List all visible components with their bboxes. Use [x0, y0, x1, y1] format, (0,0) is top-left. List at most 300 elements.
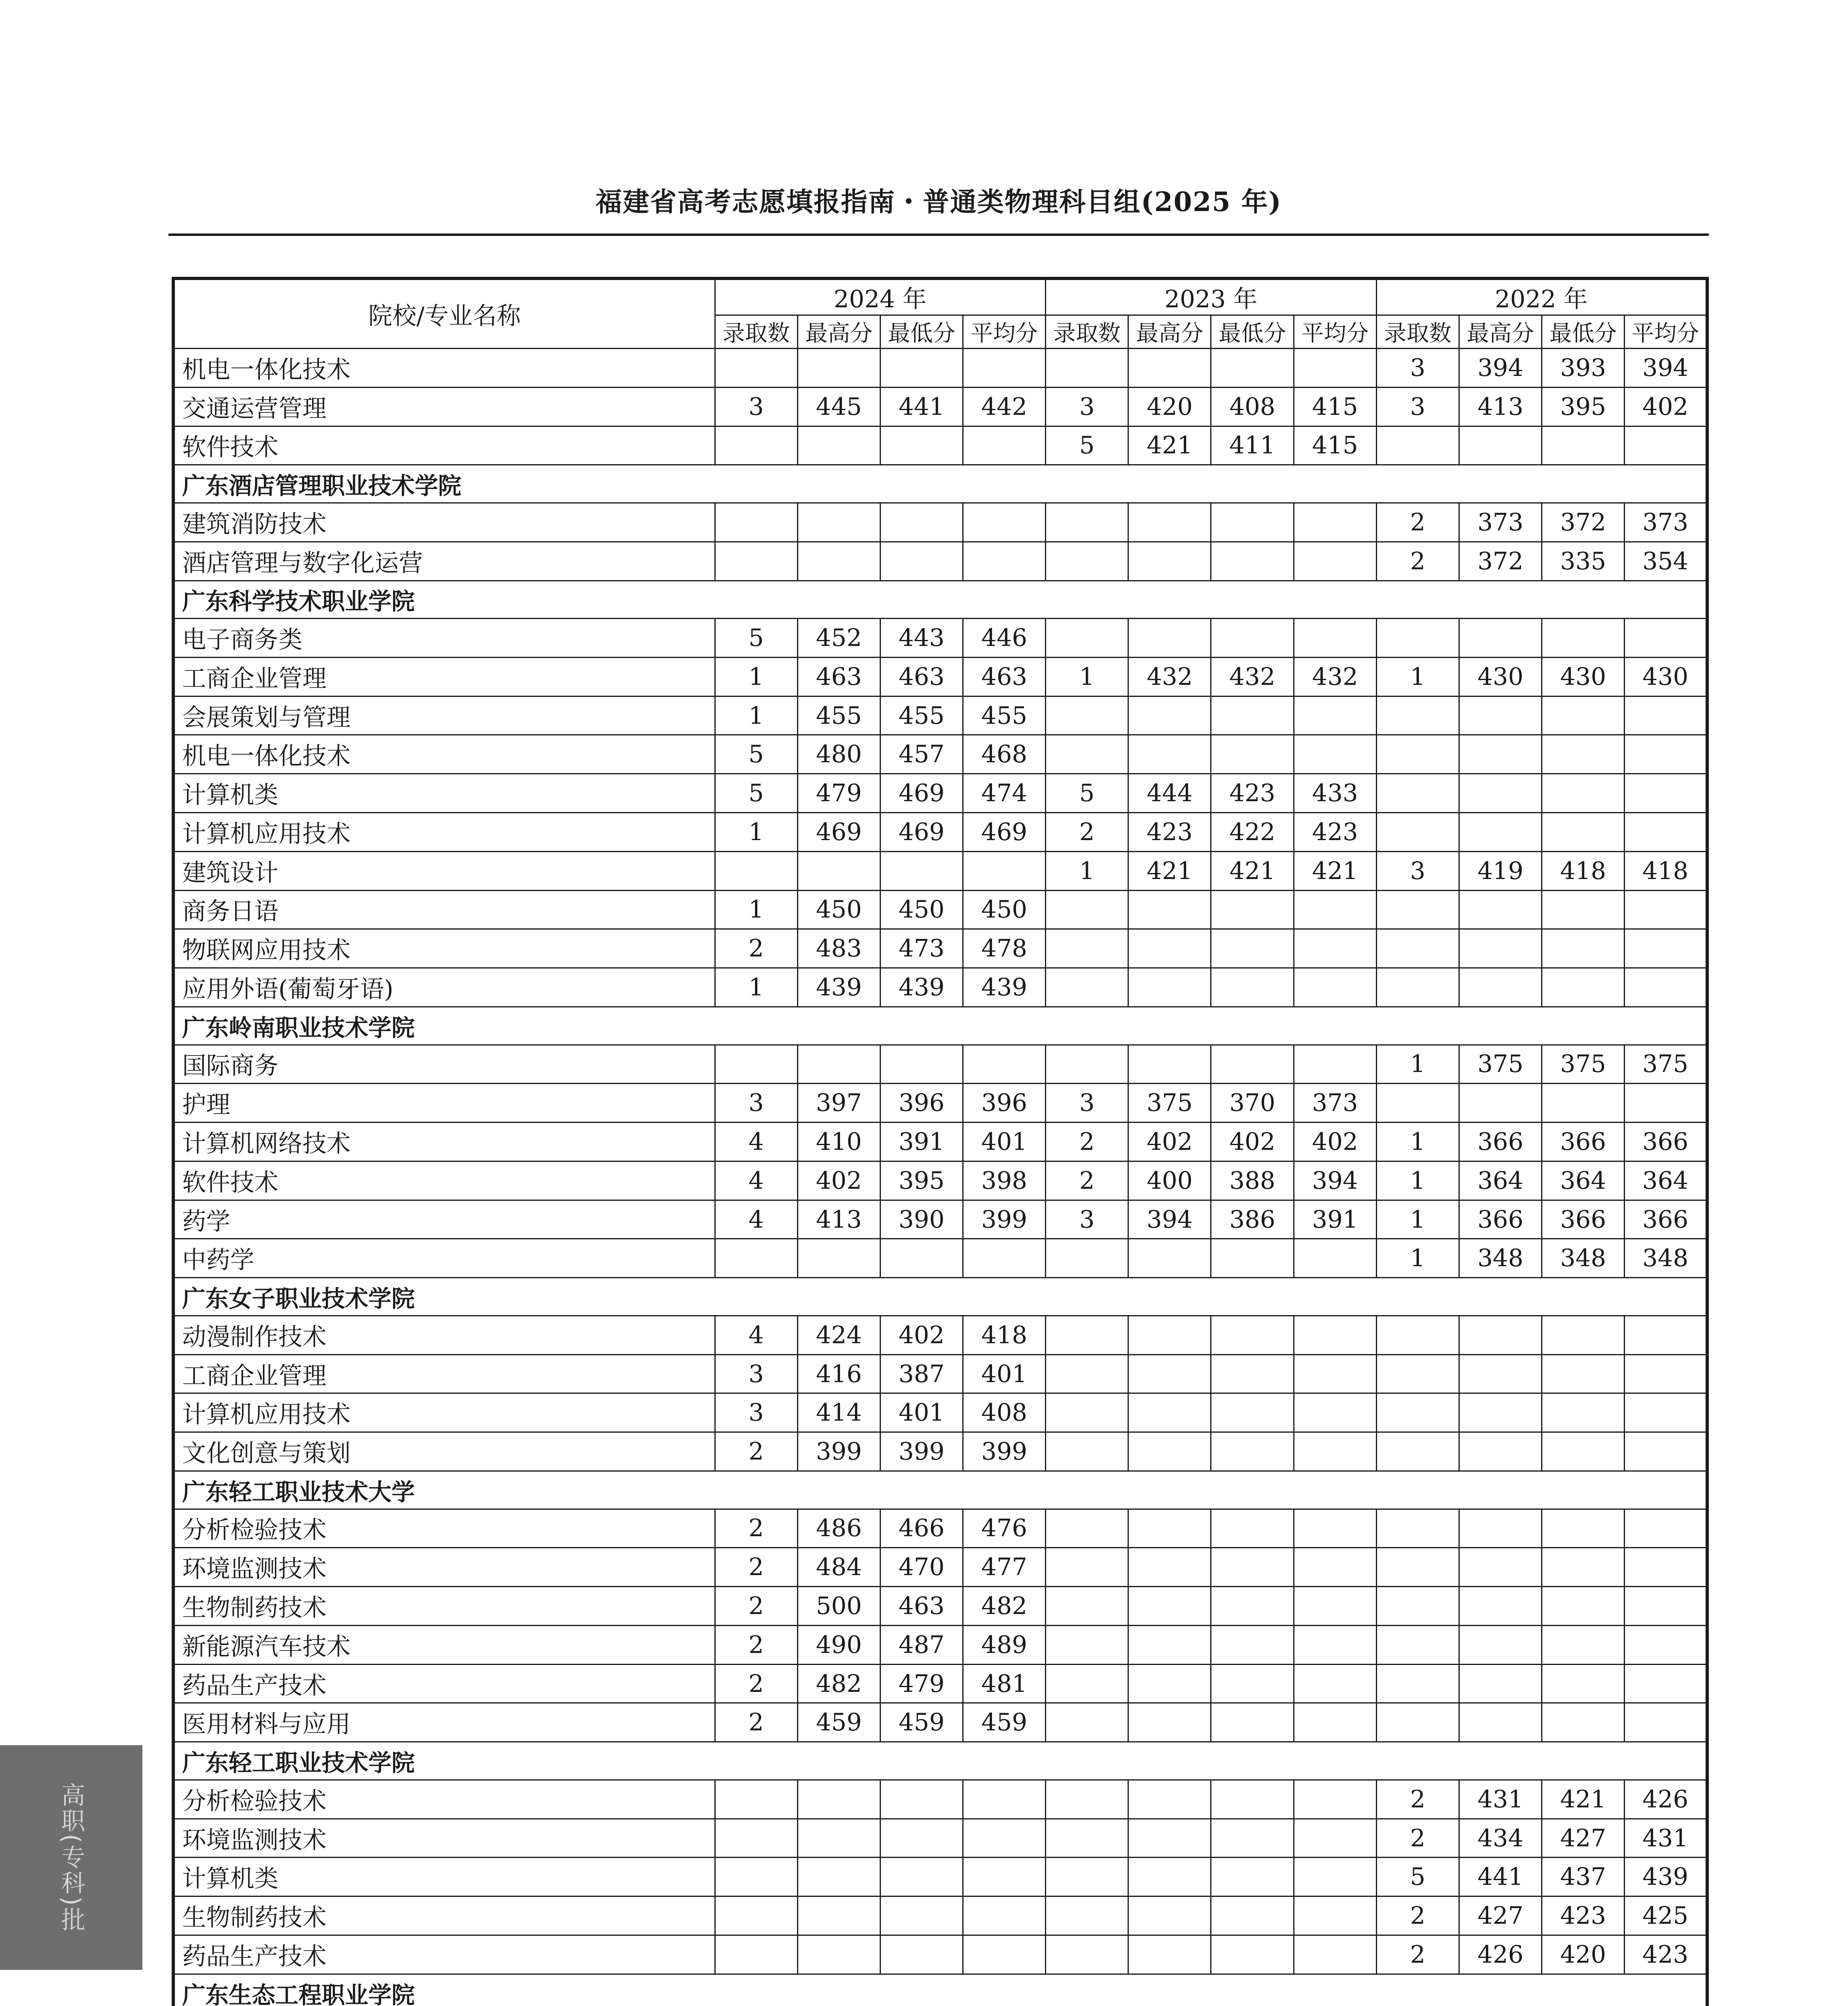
table-cell: [797, 1045, 880, 1084]
table-cell: [1294, 542, 1376, 581]
table-cell: 408: [1211, 387, 1294, 426]
table-cell: 402: [1211, 1123, 1294, 1161]
table-cell: 5: [1376, 1858, 1459, 1896]
table-cell: [1542, 813, 1625, 852]
table-cell: [880, 349, 963, 388]
table-cell: [963, 1896, 1045, 1935]
table-cell: [1211, 1548, 1294, 1587]
major-name: 环境监测技术: [173, 1548, 715, 1587]
table-row: [173, 542, 1707, 581]
table-cell: [1459, 1548, 1542, 1587]
table-cell: [1046, 1045, 1128, 1084]
table-cell: 414: [797, 1393, 880, 1432]
table-cell: [715, 1780, 797, 1819]
table-cell: [1046, 1664, 1128, 1703]
table-cell: [1459, 1625, 1542, 1664]
table-cell: 5: [715, 735, 797, 774]
major-name: 计算机应用技术: [173, 813, 715, 852]
table-cell: 3: [1046, 1084, 1128, 1123]
table-cell: [1542, 1509, 1625, 1548]
table-row: [173, 968, 1707, 1007]
table-cell: 394: [1625, 349, 1707, 388]
table-row: [173, 1858, 1707, 1896]
table-cell: [1128, 1354, 1211, 1393]
table-cell: [1625, 1548, 1707, 1587]
table-cell: [1046, 1819, 1128, 1858]
table-cell: [1542, 929, 1625, 968]
table-cell: 373: [1625, 503, 1707, 542]
table-cell: [1211, 349, 1294, 388]
table-cell: 416: [797, 1354, 880, 1393]
table-row: [173, 619, 1707, 658]
table-cell: [1046, 968, 1128, 1007]
table-cell: [1625, 1587, 1707, 1626]
table-cell: [1459, 929, 1542, 968]
table-cell: 395: [880, 1161, 963, 1200]
table-cell: [963, 503, 1045, 542]
table-cell: [1211, 1045, 1294, 1084]
table-cell: [1294, 1239, 1376, 1278]
table-cell: 432: [1128, 657, 1211, 696]
table-cell: 354: [1625, 542, 1707, 581]
table-cell: [715, 1239, 797, 1278]
table-cell: 402: [1294, 1123, 1376, 1161]
table-cell: [1459, 968, 1542, 1007]
major-name: 交通运营管理: [173, 387, 715, 426]
table-row: [173, 657, 1707, 696]
table-cell: [797, 851, 880, 890]
table-cell: [880, 1896, 963, 1935]
table-cell: [1459, 1316, 1542, 1354]
table-cell: 446: [963, 619, 1045, 658]
major-name: 会展策划与管理: [173, 696, 715, 735]
table-row: [173, 1664, 1707, 1703]
table-cell: [1294, 1625, 1376, 1664]
table-cell: [1625, 696, 1707, 735]
table-cell: [1542, 1432, 1625, 1471]
table-cell: 396: [963, 1084, 1045, 1123]
table-cell: [1542, 1548, 1625, 1587]
table-cell: [797, 1858, 880, 1896]
table-cell: [797, 349, 880, 388]
table-cell: 434: [1459, 1819, 1542, 1858]
school-name: 广东生态工程职业学院: [173, 1974, 1707, 2006]
table-cell: 348: [1459, 1239, 1542, 1278]
metric-header: 最低分: [1211, 315, 1294, 349]
table-cell: 375: [1625, 1045, 1707, 1084]
table-cell: [715, 851, 797, 890]
table-cell: [1625, 1393, 1707, 1432]
table-cell: [1046, 696, 1128, 735]
metric-header: 平均分: [1294, 315, 1376, 349]
table-cell: [1294, 349, 1376, 388]
table-cell: 427: [1459, 1896, 1542, 1935]
table-cell: [1211, 1354, 1294, 1393]
table-cell: [963, 851, 1045, 890]
table-cell: [1376, 929, 1459, 968]
table-row: [173, 1509, 1707, 1548]
table-cell: [1625, 426, 1707, 465]
table-row: [173, 735, 1707, 774]
table-row: [173, 1935, 1707, 1974]
major-name: 药品生产技术: [173, 1935, 715, 1974]
table-cell: [963, 426, 1045, 465]
table-cell: 450: [880, 890, 963, 929]
major-name: 工商企业管理: [173, 657, 715, 696]
page-title: 福建省高考志愿填报指南・普通类物理科目组(2025 年): [595, 186, 1282, 217]
year-header-2023: 2023 年: [1046, 278, 1377, 315]
table-cell: [1211, 1664, 1294, 1703]
table-cell: [1459, 890, 1542, 929]
table-cell: [797, 1780, 880, 1819]
table-cell: [715, 1858, 797, 1896]
table-cell: 387: [880, 1354, 963, 1393]
major-name: 商务日语: [173, 890, 715, 929]
table-cell: [1046, 542, 1128, 581]
table-cell: [1046, 1935, 1128, 1974]
table-cell: [1128, 349, 1211, 388]
table-cell: [715, 1935, 797, 1974]
major-name: 计算机应用技术: [173, 1393, 715, 1432]
name-column-header: 院校/专业名称: [173, 278, 715, 349]
table-cell: 2: [715, 1548, 797, 1587]
table-row: [173, 1316, 1707, 1354]
table-row: [173, 1239, 1707, 1278]
table-cell: 375: [1459, 1045, 1542, 1084]
major-name: 新能源汽车技术: [173, 1625, 715, 1664]
table-cell: [715, 426, 797, 465]
table-cell: [1542, 1393, 1625, 1432]
table-row: [173, 851, 1707, 890]
table-cell: [1128, 929, 1211, 968]
table-row: [173, 696, 1707, 735]
major-name: 计算机网络技术: [173, 1123, 715, 1161]
table-cell: [1211, 1858, 1294, 1896]
table-cell: [1376, 1393, 1459, 1432]
table-cell: [1211, 1316, 1294, 1354]
table-cell: [1376, 1548, 1459, 1587]
table-cell: 430: [1542, 657, 1625, 696]
table-cell: 420: [1542, 1935, 1625, 1974]
table-cell: 348: [1542, 1239, 1625, 1278]
table-cell: [1294, 1858, 1376, 1896]
table-cell: 366: [1459, 1123, 1542, 1161]
major-name: 生物制药技术: [173, 1587, 715, 1626]
table-cell: [1459, 1664, 1542, 1703]
table-cell: 411: [1211, 426, 1294, 465]
table-cell: 402: [880, 1316, 963, 1354]
table-cell: [1294, 1509, 1376, 1548]
table-cell: [1128, 1393, 1211, 1432]
table-cell: [1625, 619, 1707, 658]
school-header-row: [173, 1007, 1707, 1045]
table-cell: 2: [715, 1587, 797, 1626]
major-name: 药学: [173, 1200, 715, 1239]
table-cell: 450: [963, 890, 1045, 929]
side-tab-label: 高职(专科)批: [57, 1782, 85, 1933]
table-cell: [1128, 890, 1211, 929]
table-cell: [1046, 735, 1128, 774]
table-cell: [1625, 929, 1707, 968]
table-cell: 366: [1459, 1200, 1542, 1239]
major-name: 软件技术: [173, 1161, 715, 1200]
table-cell: 402: [1625, 387, 1707, 426]
table-cell: 348: [1625, 1239, 1707, 1278]
table-cell: 457: [880, 735, 963, 774]
metric-header: 最低分: [880, 315, 963, 349]
table-cell: 2: [1376, 542, 1459, 581]
table-cell: [1046, 1548, 1128, 1587]
table-cell: [1211, 1239, 1294, 1278]
table-cell: 482: [963, 1587, 1045, 1626]
table-cell: [1625, 890, 1707, 929]
table-cell: 373: [1294, 1084, 1376, 1123]
table-cell: 2: [715, 1509, 797, 1548]
table-cell: [1128, 1509, 1211, 1548]
table-cell: 2: [1046, 1123, 1128, 1161]
table-cell: 1: [715, 813, 797, 852]
table-cell: [880, 1858, 963, 1896]
table-cell: [1128, 1858, 1211, 1896]
school-name: 广东酒店管理职业技术学院: [173, 465, 1707, 503]
table-row: [173, 1084, 1707, 1123]
table-cell: 335: [1542, 542, 1625, 581]
admission-table-container: [172, 277, 1709, 2006]
table-cell: 401: [963, 1123, 1045, 1161]
table-cell: [1128, 1896, 1211, 1935]
table-cell: [1128, 735, 1211, 774]
table-cell: 418: [1542, 851, 1625, 890]
table-cell: [1294, 1393, 1376, 1432]
table-cell: 450: [797, 890, 880, 929]
table-cell: 4: [715, 1123, 797, 1161]
major-name: 软件技术: [173, 426, 715, 465]
table-cell: 431: [1625, 1819, 1707, 1858]
table-row: [173, 1548, 1707, 1587]
table-cell: 3: [1046, 387, 1128, 426]
table-cell: [1128, 1587, 1211, 1626]
table-row: [173, 1045, 1707, 1084]
table-cell: 391: [880, 1123, 963, 1161]
major-name: 工商企业管理: [173, 1354, 715, 1393]
table-cell: [880, 1045, 963, 1084]
table-cell: 1: [715, 657, 797, 696]
major-name: 药品生产技术: [173, 1664, 715, 1703]
table-cell: 388: [1211, 1161, 1294, 1200]
table-cell: [1459, 1354, 1542, 1393]
metric-header: 最低分: [1542, 315, 1625, 349]
table-cell: 421: [1211, 851, 1294, 890]
admission-scores-table: [172, 277, 1709, 2006]
table-cell: [1625, 813, 1707, 852]
table-cell: [1211, 1935, 1294, 1974]
table-cell: 469: [963, 813, 1045, 852]
table-cell: [1211, 542, 1294, 581]
table-cell: [1211, 929, 1294, 968]
table-cell: [880, 1239, 963, 1278]
table-cell: [797, 1896, 880, 1935]
table-row: [173, 813, 1707, 852]
table-cell: [1294, 696, 1376, 735]
table-cell: 366: [1542, 1200, 1625, 1239]
table-cell: [1542, 1664, 1625, 1703]
school-name: 广东岭南职业技术学院: [173, 1007, 1707, 1045]
table-row: [173, 774, 1707, 813]
table-cell: [1459, 696, 1542, 735]
table-cell: 423: [1542, 1896, 1625, 1935]
table-cell: 395: [1542, 387, 1625, 426]
section-side-tab: [0, 1745, 142, 1970]
table-cell: 463: [880, 1587, 963, 1626]
table-cell: 439: [963, 968, 1045, 1007]
table-cell: 1: [1046, 851, 1128, 890]
table-cell: [1046, 1316, 1128, 1354]
table-cell: 1: [1376, 1239, 1459, 1278]
table-cell: 413: [797, 1200, 880, 1239]
table-cell: 3: [1376, 349, 1459, 388]
major-name: 应用外语(葡萄牙语): [173, 968, 715, 1007]
table-cell: [1542, 1587, 1625, 1626]
table-cell: 366: [1625, 1200, 1707, 1239]
table-cell: [1376, 968, 1459, 1007]
table-cell: [1542, 774, 1625, 813]
table-cell: 1: [1046, 657, 1128, 696]
major-name: 国际商务: [173, 1045, 715, 1084]
table-cell: 2: [715, 1703, 797, 1742]
table-row: [173, 387, 1707, 426]
table-cell: [1542, 1354, 1625, 1393]
table-cell: 423: [1294, 813, 1376, 852]
table-cell: 1: [1376, 657, 1459, 696]
table-cell: [1376, 1664, 1459, 1703]
table-cell: [1046, 1587, 1128, 1626]
major-name: 建筑设计: [173, 851, 715, 890]
table-cell: [715, 503, 797, 542]
table-cell: 443: [880, 619, 963, 658]
table-cell: [1376, 696, 1459, 735]
table-cell: 394: [1459, 349, 1542, 388]
table-cell: [1211, 1587, 1294, 1626]
table-cell: [1376, 735, 1459, 774]
table-cell: 423: [1211, 774, 1294, 813]
metric-header: 最高分: [1459, 315, 1542, 349]
table-row: [173, 426, 1707, 465]
table-cell: [1542, 1625, 1625, 1664]
table-row: [173, 1432, 1707, 1471]
header-rule: [168, 233, 1709, 236]
table-cell: [1211, 503, 1294, 542]
table-cell: 452: [797, 619, 880, 658]
table-cell: [1459, 1393, 1542, 1432]
table-cell: [1459, 1587, 1542, 1626]
table-cell: [1294, 1664, 1376, 1703]
table-cell: 430: [1459, 657, 1542, 696]
table-cell: [1211, 1703, 1294, 1742]
table-cell: [1294, 1354, 1376, 1393]
table-cell: 3: [715, 387, 797, 426]
table-cell: 391: [1294, 1200, 1376, 1239]
table-cell: 364: [1459, 1161, 1542, 1200]
table-cell: [1046, 1625, 1128, 1664]
table-cell: 459: [880, 1703, 963, 1742]
table-cell: 419: [1459, 851, 1542, 890]
table-cell: [1542, 968, 1625, 1007]
table-cell: 439: [797, 968, 880, 1007]
table-cell: [1128, 1045, 1211, 1084]
table-cell: [963, 1045, 1045, 1084]
table-cell: 479: [797, 774, 880, 813]
table-cell: 2: [715, 1625, 797, 1664]
table-cell: [1211, 696, 1294, 735]
table-cell: [1459, 813, 1542, 852]
table-cell: 1: [715, 696, 797, 735]
table-cell: 4: [715, 1316, 797, 1354]
table-cell: [1046, 1432, 1128, 1471]
table-cell: [1294, 968, 1376, 1007]
table-row: [173, 1200, 1707, 1239]
table-cell: [1211, 1896, 1294, 1935]
metric-header: 录取数: [1376, 315, 1459, 349]
table-cell: 2: [1376, 1819, 1459, 1858]
table-cell: 398: [963, 1161, 1045, 1200]
table-cell: 469: [880, 813, 963, 852]
table-cell: 470: [880, 1548, 963, 1587]
table-cell: 1: [1376, 1200, 1459, 1239]
table-cell: 441: [1459, 1858, 1542, 1896]
table-cell: 478: [963, 929, 1045, 968]
table-cell: 366: [1625, 1123, 1707, 1161]
table-cell: [1046, 929, 1128, 968]
table-cell: 2: [1376, 1935, 1459, 1974]
table-cell: 396: [880, 1084, 963, 1123]
table-cell: 442: [963, 387, 1045, 426]
table-cell: 479: [880, 1664, 963, 1703]
table-cell: [1542, 1084, 1625, 1123]
table-cell: [1376, 1703, 1459, 1742]
table-cell: 437: [1542, 1858, 1625, 1896]
table-cell: [1128, 1703, 1211, 1742]
table-cell: [1625, 1625, 1707, 1664]
table-cell: 431: [1459, 1780, 1542, 1819]
table-row: [173, 890, 1707, 929]
table-cell: [1211, 890, 1294, 929]
table-cell: [1128, 1316, 1211, 1354]
major-name: 机电一体化技术: [173, 735, 715, 774]
table-cell: [1376, 774, 1459, 813]
metric-header: 最高分: [1128, 315, 1211, 349]
table-cell: [1294, 503, 1376, 542]
table-cell: 455: [797, 696, 880, 735]
table-cell: [1294, 890, 1376, 929]
table-cell: [1542, 696, 1625, 735]
table-cell: [1211, 1509, 1294, 1548]
table-cell: 490: [797, 1625, 880, 1664]
table-cell: 1: [1376, 1045, 1459, 1084]
table-cell: 3: [715, 1084, 797, 1123]
table-cell: 426: [1625, 1780, 1707, 1819]
school-header-row: [173, 1974, 1707, 2006]
table-cell: 2: [1376, 503, 1459, 542]
table-cell: [1294, 1045, 1376, 1084]
table-cell: 415: [1294, 387, 1376, 426]
table-cell: 421: [1542, 1780, 1625, 1819]
table-cell: [1294, 1819, 1376, 1858]
table-cell: 1: [1376, 1161, 1459, 1200]
table-row: [173, 1703, 1707, 1742]
major-name: 分析检验技术: [173, 1509, 715, 1548]
table-cell: 408: [963, 1393, 1045, 1432]
table-cell: [1211, 1819, 1294, 1858]
